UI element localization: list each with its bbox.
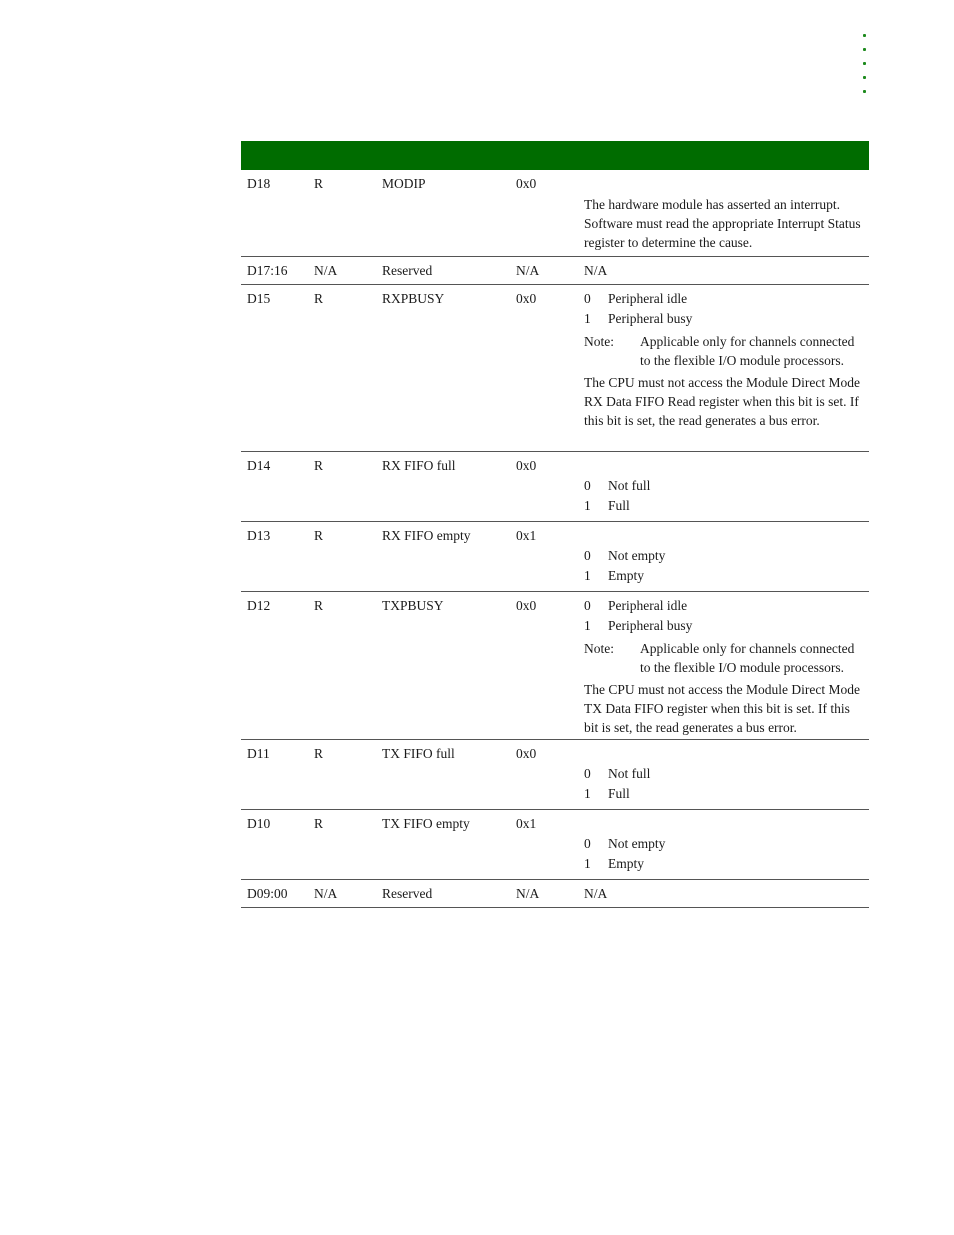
value-label: Not empty (608, 836, 666, 851)
access-cell: R (314, 176, 324, 191)
value-key: 1 (584, 618, 591, 633)
access-cell: R (314, 816, 324, 831)
mnemonic-cell: TX FIFO empty (382, 816, 470, 831)
reset-cell: 0x0 (516, 598, 537, 613)
value-label: Peripheral idle (608, 598, 688, 613)
description-text: The hardware module has asserted an interrupt. Software must read the appropriate Interrupt Status register to determine the cause. (584, 197, 861, 250)
value-key: 1 (584, 568, 591, 583)
access-cell: N/A (314, 263, 338, 278)
reset-cell: 0x0 (516, 176, 537, 191)
value-label: Peripheral busy (608, 618, 693, 633)
value-key: 0 (584, 836, 591, 851)
value-label: Not full (608, 766, 651, 781)
margin-dot (863, 76, 866, 79)
bit-cell: D12 (247, 598, 271, 613)
value-key: 1 (584, 856, 591, 871)
description-cell (584, 834, 866, 877)
value-list (584, 764, 866, 804)
value-key: 1 (584, 311, 591, 326)
reset-cell: 0x1 (516, 528, 537, 543)
reset-cell: N/A (516, 886, 540, 901)
table-row (241, 880, 869, 908)
register-table (241, 141, 869, 908)
description-cell (584, 764, 866, 807)
table-row (241, 740, 869, 810)
margin-dot (863, 62, 866, 65)
access-cell: N/A (314, 886, 338, 901)
description-cell (584, 546, 866, 589)
value-row (584, 546, 866, 566)
value-list (584, 476, 866, 516)
mnemonic-cell: TX FIFO full (382, 746, 455, 761)
mnemonic-cell: Reserved (382, 886, 433, 901)
access-cell: R (314, 598, 324, 613)
value-list (584, 596, 866, 636)
value-key: 0 (584, 291, 591, 306)
description-cell (584, 261, 866, 283)
reset-cell: 0x1 (516, 816, 537, 831)
description-text: The CPU must not access the Module Direct Mode RX Data FIFO Read register when this bit is set. If this bit is set, the read generates a bus error. (584, 375, 860, 428)
table-row (241, 257, 869, 285)
value-row (584, 566, 866, 586)
table-row (241, 810, 869, 880)
margin-dot (863, 90, 866, 93)
margin-dot (863, 48, 866, 51)
value-label: Empty (608, 568, 644, 583)
note-text: Applicable only for channels connected to the flexible I/O module processors. (640, 641, 855, 675)
bit-cell: D11 (247, 746, 270, 761)
value-row (584, 476, 866, 496)
mnemonic-cell: RXPBUSY (382, 291, 445, 306)
note-text: Applicable only for channels connected to the flexible I/O module processors. (640, 334, 855, 368)
access-cell: R (314, 746, 324, 761)
value-label: Not full (608, 478, 651, 493)
value-key: 1 (584, 786, 591, 801)
value-label: Full (608, 498, 630, 513)
reset-cell: N/A (516, 263, 540, 278)
access-cell: R (314, 458, 324, 473)
table-row (241, 452, 869, 522)
value-label: Full (608, 786, 630, 801)
value-row (584, 616, 866, 636)
description-text: N/A (584, 263, 608, 278)
mnemonic-cell: MODIP (382, 176, 426, 191)
value-key: 1 (584, 498, 591, 513)
mnemonic-cell: RX FIFO empty (382, 528, 471, 543)
value-row (584, 309, 866, 329)
value-key: 0 (584, 766, 591, 781)
table-header (241, 141, 869, 170)
value-label: Empty (608, 856, 644, 871)
note-label: Note: (584, 641, 614, 656)
description-cell (584, 195, 866, 255)
bit-cell: D15 (247, 291, 271, 306)
value-key: 0 (584, 548, 591, 563)
page-margin-dots (863, 34, 869, 104)
value-list (584, 289, 866, 329)
value-row (584, 289, 866, 309)
table-row (241, 170, 869, 257)
note-label: Note: (584, 334, 614, 349)
value-row (584, 496, 866, 516)
description-cell (584, 476, 866, 519)
note (584, 332, 866, 370)
description-cell (584, 884, 866, 906)
table-row (241, 522, 869, 592)
margin-dot (863, 34, 866, 37)
value-label: Not empty (608, 548, 666, 563)
access-cell: R (314, 528, 324, 543)
bit-cell: D17:16 (247, 263, 288, 278)
reset-cell: 0x0 (516, 291, 537, 306)
bit-cell: D10 (247, 816, 271, 831)
reset-cell: 0x0 (516, 746, 537, 761)
note (584, 639, 866, 677)
access-cell: R (314, 291, 324, 306)
mnemonic-cell: TXPBUSY (382, 598, 444, 613)
bit-cell: D14 (247, 458, 271, 473)
description-text: N/A (584, 886, 608, 901)
mnemonic-cell: RX FIFO full (382, 458, 456, 473)
bit-cell: D18 (247, 176, 271, 191)
mnemonic-cell: Reserved (382, 263, 433, 278)
value-row (584, 854, 866, 874)
reset-cell: 0x0 (516, 458, 537, 473)
value-list (584, 546, 866, 586)
description-text: The CPU must not access the Module Direct Mode TX Data FIFO register when this bit is set. If this bit is set, the read generates a bus error. (584, 682, 860, 735)
value-row (584, 784, 866, 804)
value-key: 0 (584, 478, 591, 493)
value-label: Peripheral busy (608, 311, 693, 326)
description-cell (584, 289, 866, 433)
description-cell (584, 596, 866, 740)
table-row (241, 592, 869, 740)
value-row (584, 834, 866, 854)
value-label: Peripheral idle (608, 291, 688, 306)
value-row (584, 596, 866, 616)
value-key: 0 (584, 598, 591, 613)
value-list (584, 834, 866, 874)
bit-cell: D13 (247, 528, 271, 543)
bit-cell: D09:00 (247, 886, 288, 901)
table-row (241, 285, 869, 452)
value-row (584, 764, 866, 784)
